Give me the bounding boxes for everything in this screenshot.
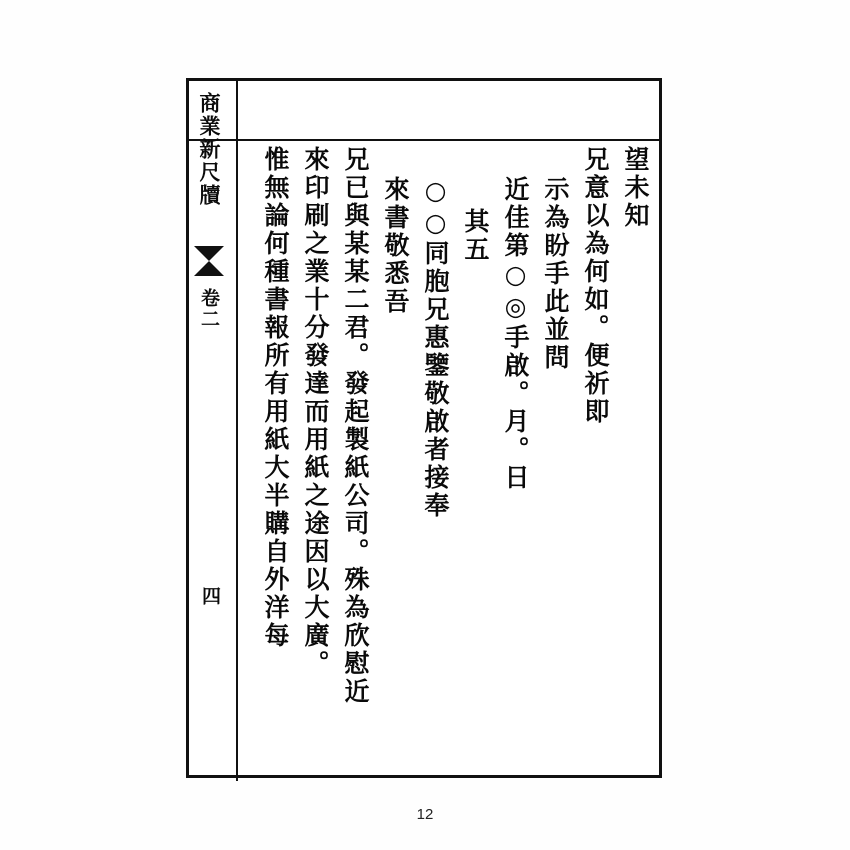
text-column: 兄意以為何如。便祈即	[581, 146, 610, 426]
spine-column	[186, 78, 238, 778]
text-column: 其五	[461, 208, 490, 264]
text-column: 兄已與某某二君。發起製紙公司。殊為欣慰近	[341, 146, 370, 706]
folio-number: 四	[199, 586, 221, 607]
book-title: 商業新尺牘	[197, 92, 222, 207]
volume-label: 卷二	[198, 288, 220, 330]
text-column: 來印刷之業十分發達而用紙之途因以大廣。	[301, 146, 330, 678]
text-column: 來書敬悉吾	[381, 176, 410, 316]
text-column: 望未知	[621, 146, 650, 230]
text-column: 惟無論何種書報所有用紙大半購自外洋每	[261, 146, 290, 650]
text-column: ○○同胞兄惠鑒敬啟者接奉	[421, 176, 450, 520]
page-number: 12	[416, 806, 434, 823]
header-band	[189, 81, 659, 141]
fishtail-icon	[192, 246, 226, 276]
vertical-text-body	[243, 146, 655, 772]
text-column: 近佳第○◎手啟。月。日	[501, 176, 530, 492]
text-column: 示為盼手此並問	[541, 176, 570, 372]
